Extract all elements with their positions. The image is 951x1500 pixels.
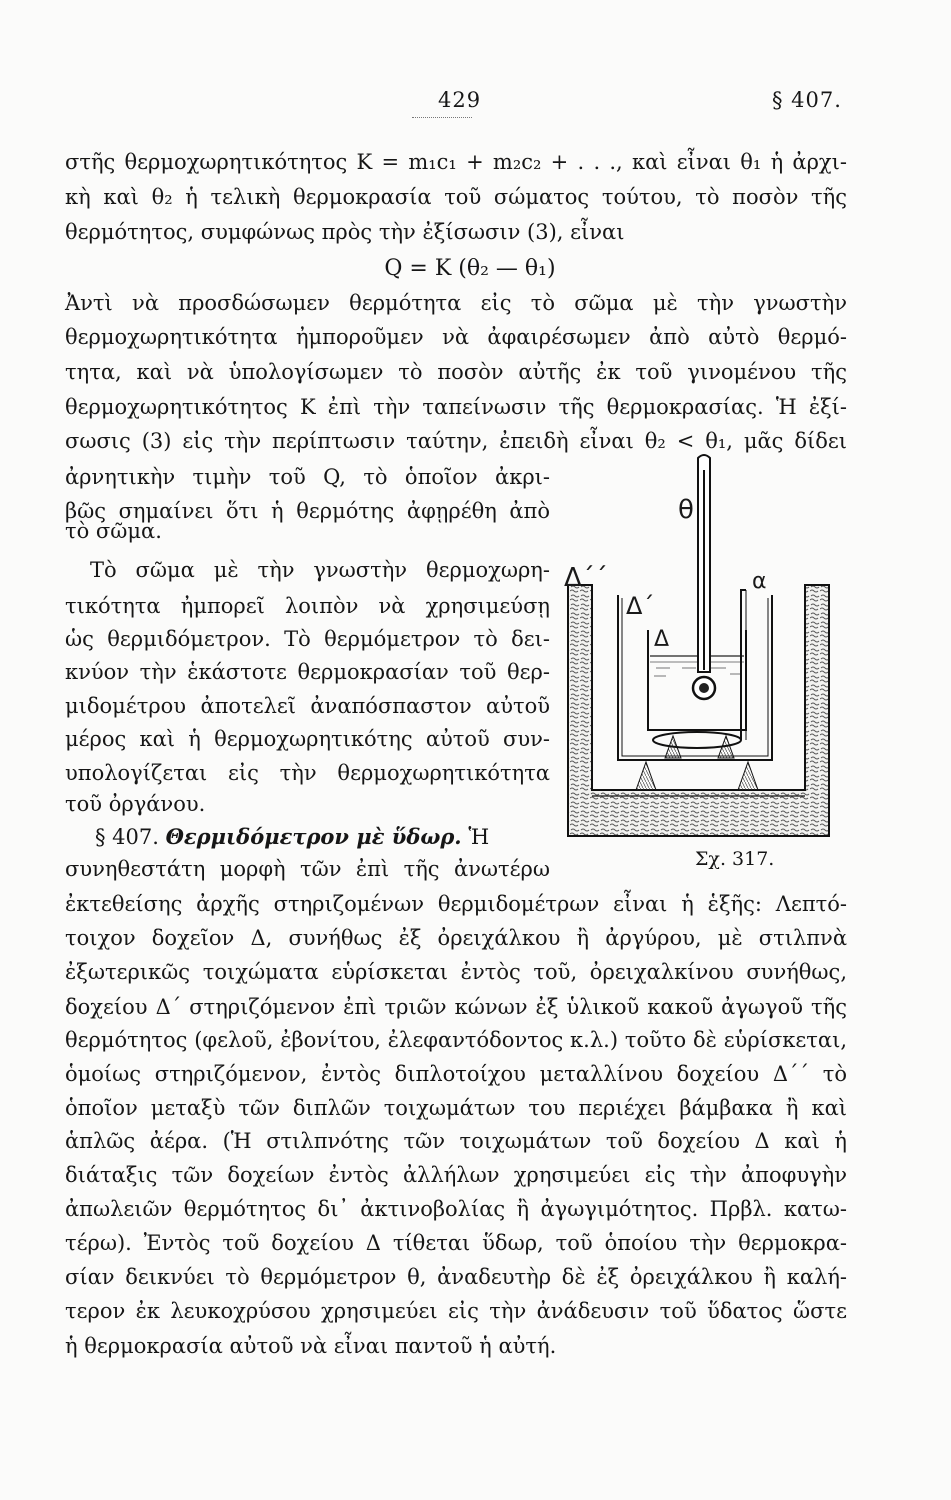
- label-outer-vessel: Δ΄΄: [564, 563, 608, 593]
- text-line: διάταξις τῶν δοχείων ἐντὸς ἀλλήλων χρησιμεύει εἰς τὴν ἀποφυγὴν: [65, 1163, 847, 1187]
- page-number: 429: [438, 88, 482, 112]
- text-line: τερον ἐκ λευκοχρύσου χρησιμεύει εἰς τὴν ἀνάδευσιν τοῦ ὕδατος ὥστε: [65, 1299, 847, 1323]
- text-line: ἡ θερμοκρασία αὐτοῦ νὰ εἶναι παντοῦ ἡ αὐτή.: [65, 1334, 557, 1358]
- text-line: θερμοχωρητικότητος K ἐπὶ τὴν ταπείνωσιν τῆς θερμοκρασίας. Ἡ ἐξί-: [65, 395, 847, 419]
- text-line: θερμοχωρητικότητα ἠμποροῦμεν νὰ ἀφαιρέσωμεν ἀπὸ αὐτὸ θερμό-: [65, 325, 847, 349]
- text-line: στῆς θερμοχωρητικότητος K = m₁c₁ + m₂c₂ + . . ., καὶ εἶναι θ₁ ἡ ἀρχι-: [65, 150, 847, 174]
- text-line: Τὸ σῶμα μὲ τὴν γνωστὴν θερμοχωρη-: [90, 558, 550, 582]
- text-line: σωσις (3) εἰς τὴν περίπτωσιν ταύτην, ἐπειδὴ εἶναι θ₂ < θ₁, μᾶς δίδει: [65, 429, 847, 453]
- text-line: ἀπωλειῶν θερμότητος δι᾽ ἀκτινοβολίας ἢ ἀγωγιμότητος. Πρβλ. κατω-: [65, 1197, 847, 1221]
- section-heading-rest: Ἡ: [468, 825, 490, 849]
- running-section: § 407.: [772, 88, 842, 112]
- support-cones-outer: [636, 762, 758, 790]
- text-line: ἁπλῶς ἀέρα. (Ἡ στιλπνότης τῶν τοιχωμάτων τοῦ δοχείου Δ καὶ ἡ: [65, 1129, 847, 1153]
- text-line: ἐξωτερικῶς τοιχώματα εὑρίσκεται ἐντὸς τοῦ, ὀρειχαλκίνου συνήθως,: [65, 960, 847, 984]
- text-line: συνηθεστάτη μορφὴ τῶν ἐπὶ τῆς ἀνωτέρω: [65, 857, 550, 881]
- text-line: ὁμοίως στηριζόμενον, ἐντὸς διπλοτοίχου μεταλλίνου δοχείου Δ΄΄ τὸ: [65, 1062, 847, 1086]
- text-line: κνύον τὴν ἑκάστοτε θερμοκρασίαν τοῦ θερ-: [65, 660, 550, 684]
- text-line: τικότητα ἠμπορεῖ λοιπὸν νὰ χρησιμεύσῃ: [65, 594, 550, 618]
- text-line: σίαν δεικνύει τὸ θερμόμετρον θ, ἀναδευτὴρ δὲ ἐξ ὀρειχάλκου ἢ καλή-: [65, 1265, 847, 1289]
- text-line: τὸ σῶμα.: [65, 519, 162, 543]
- text-line: ἀρνητικὴν τιμὴν τοῦ Q, τὸ ὁποῖον ἀκρι-: [65, 465, 550, 489]
- text-line: υπολογίζεται εἰς τὴν θερμοχωρητικότητα: [65, 761, 550, 785]
- label-inner-vessel: Δ: [654, 627, 670, 652]
- text-line: βῶς σημαίνει ὅτι ἡ θερμότης ἀφῃρέθη ἀπὸ: [65, 499, 550, 523]
- figure-caption: Σχ. 317.: [695, 848, 775, 870]
- text-line: τοῦ ὀργάνου.: [65, 792, 206, 816]
- text-line: ἐκτεθείσης ἀρχῆς στηριζομένων θερμιδομέτρων εἶναι ἡ ἑξῆς: Λεπτό-: [65, 892, 847, 916]
- section-title: Θερμιδόμετρον μὲ ὕδωρ.: [165, 824, 462, 849]
- text-line: τέρω). Ἐντὸς τοῦ δοχείου Δ τίθεται ὕδωρ, τοῦ ὁποίου τὴν θερμοκρα-: [65, 1231, 847, 1255]
- text-line: δοχείου Δ΄ στηριζόμενον ἐπὶ τριῶν κώνων ἐξ ὑλικοῦ κακοῦ ἀγωγοῦ τῆς: [65, 995, 847, 1019]
- label-middle-vessel: Δ΄: [626, 592, 655, 620]
- page-number-rule: [412, 117, 472, 118]
- text-line: τοιχον δοχεῖον Δ, συνήθως ἐξ ὀρειχάλκου ἢ ἀργύρου, μὲ στιλπνὰ: [65, 926, 847, 950]
- text-line: ὡς θερμιδόμετρον. Τὸ θερμόμετρον τὸ δει-: [65, 627, 550, 651]
- calorimeter-figure: [550, 440, 850, 850]
- text-line: θερμότητος (φελοῦ, ἐβονίτου, ἐλεφαντόδοντος κ.λ.) τοῦτο δὲ εὑρίσκεται,: [65, 1028, 847, 1052]
- section-number: § 407.: [95, 825, 159, 849]
- text-line: κὴ καὶ θ₂ ἡ τελικὴ θερμοκρασία τοῦ σώματος τούτου, τὸ ποσὸν τῆς: [65, 185, 847, 209]
- label-stirrer: α: [752, 569, 767, 594]
- text-line: μέρος καὶ ἡ θερμοχωρητικότης αὐτοῦ συν-: [65, 727, 550, 751]
- section-heading: [95, 820, 550, 854]
- thermometer: [693, 455, 715, 699]
- text-line: μιδομέτρου ἀποτελεῖ ἀναπόσπαστον αὐτοῦ: [65, 694, 550, 718]
- text-line: Ἀντὶ νὰ προσδώσωμεν θερμότητα εἰς τὸ σῶμα μὲ τὴν γνωστὴν: [65, 291, 847, 315]
- text-line: θερμότητος, συμφώνως πρὸς τὴν ἐξίσωσιν (3), εἶναι: [65, 220, 625, 244]
- text-line: ὁποῖον μεταξὺ τῶν διπλῶν τοιχωμάτων του περιέχει βάμβακα ἢ καὶ: [65, 1096, 847, 1120]
- text-line: τητα, καὶ νὰ ὑπολογίσωμεν τὸ ποσὸν αὐτῆς ἐκ τοῦ γινομένου τῆς: [65, 360, 847, 384]
- equation: Q = K (θ₂ — θ₁): [384, 256, 556, 281]
- label-thermometer: θ: [678, 495, 694, 525]
